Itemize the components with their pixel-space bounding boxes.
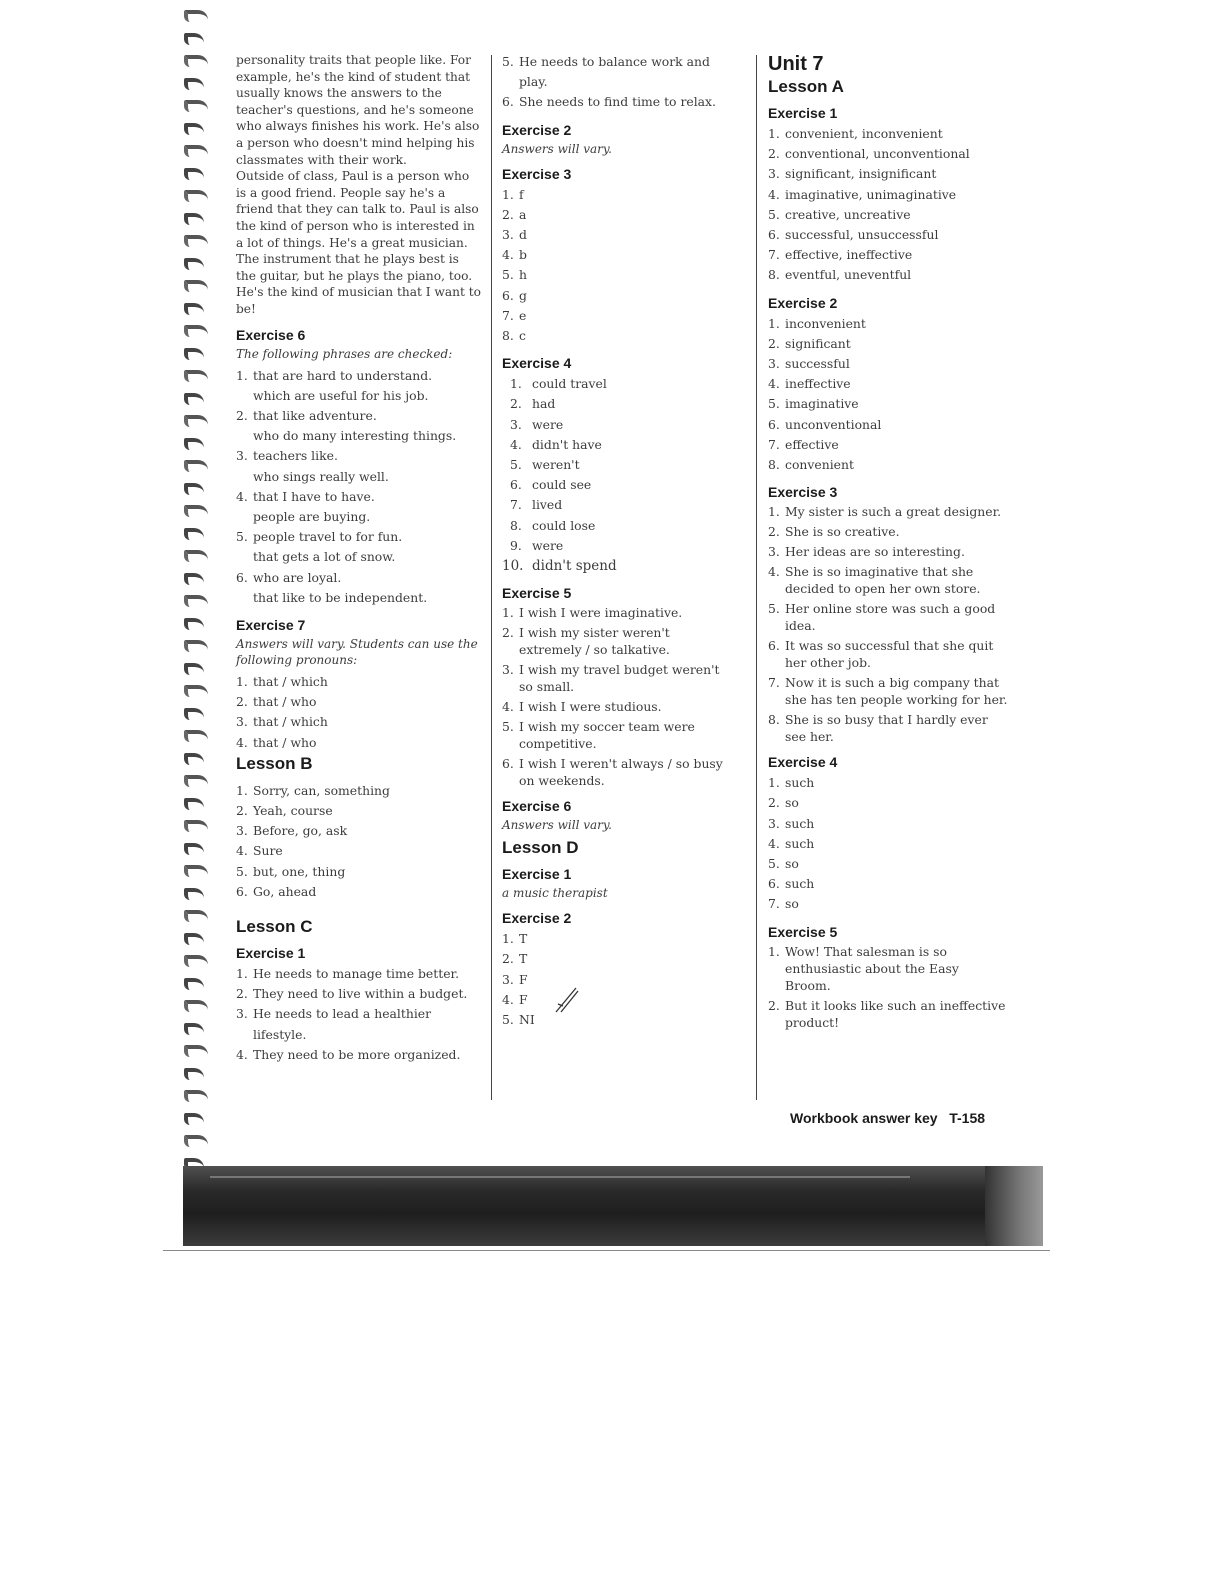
lesson-b-list: [236, 781, 482, 902]
column-divider-left: [491, 55, 492, 1100]
list-item: 7. effective, ineffective: [768, 247, 913, 263]
list-item: 7. Now it is such a big company that she has ten people working for her.: [768, 675, 1008, 708]
spiral-ring: [184, 235, 208, 247]
list-item: 5. creative, uncreative: [768, 206, 911, 222]
list-item: 3. teachers like. who sings really well.: [236, 448, 389, 484]
list-item: 2. conventional, unconventional: [768, 146, 970, 162]
list-item: 6. unconventional: [768, 416, 882, 432]
spiral-ring: [184, 775, 208, 787]
list-item: 3. Before, go, ask: [236, 823, 348, 839]
intro-paragraph-2: Outside of class, Paul is a person who is a good friend. People say he's a friend that they can talk to. Paul is also the kind of person who is interested in a lot of things. He's a great musician. The instrument that he plays best is the guitar, but he plays the piano, too. He's the kind of musician that I want to be!: [236, 169, 481, 316]
list-item: 10. didn't spend: [502, 558, 617, 575]
spiral-ring: [184, 438, 204, 450]
spiral-ring: [184, 1045, 208, 1057]
list-item: 4. b: [502, 247, 527, 263]
list-item: 6. It was so successful that she quit her other job.: [768, 638, 994, 671]
list-item: 5. weren't: [510, 457, 580, 473]
unit7-exercise-2-heading: Exercise 2: [768, 294, 838, 311]
spiral-ring: [184, 370, 208, 382]
list-item: 3. F: [502, 971, 528, 987]
exercise-7-note: Answers will vary. Students can use the following pronouns:: [236, 636, 478, 667]
spiral-ring: [184, 1023, 204, 1035]
spiral-ring: [184, 100, 208, 112]
list-item: 1. inconvenient: [768, 315, 866, 331]
list-item: 8. eventful, uneventful: [768, 267, 912, 283]
spiral-ring: [184, 505, 208, 517]
list-item: 4. I wish I were studious.: [502, 699, 662, 715]
spiral-ring: [184, 415, 208, 427]
list-item: 2. that like adventure. who do many interesting things.: [236, 407, 457, 444]
list-item: 1. My sister is such a great designer.: [768, 504, 1002, 520]
list-item: 3. Her ideas are so interesting.: [768, 544, 965, 560]
spiral-ring: [184, 78, 204, 90]
list-item: 8. c: [502, 328, 526, 344]
scan-shadow-edge: [985, 1166, 1043, 1246]
list-item: 5. h: [502, 267, 527, 283]
exercise-5-list: [502, 604, 734, 789]
lesson-d-exercise-1-note: a music therapist: [502, 886, 608, 901]
lesson-c-exercise-1-heading: Exercise 1: [236, 944, 306, 961]
spiral-ring: [184, 1000, 208, 1012]
list-item: 6. Go, ahead: [236, 883, 317, 899]
spiral-ring: [184, 190, 208, 202]
spiral-ring: [184, 550, 208, 562]
unit7-exercise-1-heading: Exercise 1: [768, 105, 838, 121]
lesson-c-exercise-1-list: [236, 964, 482, 1065]
unit7-exercise-5-list: [768, 943, 1008, 1031]
spiral-ring: [184, 325, 208, 337]
exercise-6-note: The following phrases are checked:: [236, 346, 453, 361]
list-item: 1. I wish I were imaginative.: [502, 605, 683, 621]
list-item: 5. people travel to for fun. that gets a lot of snow.: [236, 529, 403, 565]
unit-heading: Unit 7: [768, 53, 824, 75]
spiral-ring: [184, 10, 208, 22]
spiral-ring: [184, 393, 204, 405]
exercise-6-heading: Exercise 6: [236, 326, 306, 343]
list-item: 6. I wish I weren't always / so busy on weekends.: [502, 756, 723, 789]
list-item: 2. I wish my sister weren't extremely / so talkative.: [502, 625, 670, 658]
spiral-ring: [184, 1135, 208, 1147]
exercise-7-list: [236, 672, 482, 753]
list-item: 1. He needs to manage time better.: [236, 965, 460, 981]
list-item: 2. T: [502, 951, 528, 967]
unit7-exercise-2-list: [768, 314, 1008, 476]
list-item: 7. so: [768, 896, 799, 912]
list-item: 7. e: [502, 307, 527, 323]
unit7-exercise-3-heading: Exercise 3: [768, 484, 838, 501]
spiral-ring: [184, 528, 204, 540]
lesson-c-heading: Lesson C: [236, 916, 313, 936]
exercise-3-list: [502, 185, 734, 347]
exercise-6-note-col2: Answers will vary.: [502, 818, 612, 833]
spiral-ring: [184, 910, 208, 922]
list-item: 1. such: [768, 775, 815, 791]
list-item: 2. Yeah, course: [236, 802, 333, 818]
spiral-ring: [184, 663, 204, 675]
list-item: 4. that / who: [236, 734, 317, 750]
exercise-6-list: [236, 366, 482, 608]
spiral-ring: [184, 933, 204, 945]
list-item: 1. Wow! That salesman is so enthusiastic about the Easy Broom.: [768, 943, 959, 993]
column-2: [502, 52, 734, 1030]
list-item: 1. that / which: [236, 673, 328, 689]
page-footer: Workbook answer key T-158: [790, 1110, 986, 1126]
list-item: 1. T: [502, 931, 528, 947]
list-item: 4. Sure: [236, 843, 283, 859]
spiral-ring: [184, 618, 204, 630]
list-item: 2. She is so creative.: [768, 524, 900, 540]
list-item: 4. ineffective: [768, 376, 851, 392]
spiral-ring: [184, 595, 208, 607]
spiral-ring: [184, 145, 208, 157]
spiral-ring: [184, 55, 208, 67]
lesson-d-exercise-2-heading: Exercise 2: [502, 910, 572, 927]
spiral-ring: [184, 955, 208, 967]
lesson-a-heading: Lesson A: [768, 77, 844, 96]
list-item: 2. They need to live within a budget.: [236, 986, 468, 1002]
spiral-ring: [184, 213, 204, 225]
list-item: 2. so: [768, 795, 799, 811]
intro-paragraph: personality traits that people like. For example, he's the kind of student that usually knows the answers to the teacher's questions, and he's someone who always finishes his work. He's also a person who doesn't mind helping his classmates with their work.: [236, 53, 480, 167]
list-item: 1. Sorry, can, something: [236, 782, 390, 798]
unit7-exercise-4-heading: Exercise 4: [768, 754, 838, 771]
spiral-ring: [184, 753, 204, 765]
list-item: 2. significant: [768, 335, 851, 351]
spiral-ring: [184, 978, 204, 990]
list-item: 2. a: [502, 206, 527, 222]
list-item: 3. that / which: [236, 714, 328, 730]
list-item: 3. I wish my travel budget weren't so small.: [502, 662, 720, 695]
lesson-d-exercise-2-list: [502, 929, 734, 1030]
list-item: 8. She is so busy that I hardly ever see her.: [768, 712, 988, 745]
list-item: 5. imaginative: [768, 396, 859, 412]
column-1: [236, 52, 482, 1065]
list-item: 5. He needs to balance work and play.: [502, 54, 710, 90]
unit7-exercise-3-list: [768, 503, 1008, 745]
exercise-2-heading: Exercise 2: [502, 121, 572, 138]
spiral-ring: [184, 865, 208, 877]
list-item: 6. such: [768, 876, 815, 892]
unit7-exercise-4-list: [768, 773, 1008, 914]
spiral-ring: [184, 258, 204, 270]
lesson-c-exercise-1-list-continued: [502, 52, 734, 113]
spiral-ring: [184, 483, 204, 495]
list-item: 4. such: [768, 835, 815, 851]
lesson-d-heading: Lesson D: [502, 838, 579, 858]
exercise-3-heading: Exercise 3: [502, 165, 572, 182]
list-item: 1. f: [502, 186, 524, 202]
scan-shadow-line: [210, 1176, 910, 1178]
list-item: 4. that I have to have. people are buying.: [236, 488, 375, 524]
list-item: 3. were: [510, 416, 564, 432]
list-item: 9. were: [510, 537, 564, 553]
list-item: 2. that / who: [236, 694, 317, 710]
unit7-exercise-1-list: [768, 124, 1008, 286]
spiral-ring: [184, 708, 204, 720]
spiral-ring: [184, 640, 208, 652]
list-item: 7. effective: [768, 436, 839, 452]
list-item: 4. They need to be more organized.: [236, 1046, 461, 1062]
spiral-ring: [184, 280, 208, 292]
list-item: 5. I wish my soccer team were competitive.: [502, 719, 695, 752]
list-item: 3. d: [502, 227, 527, 243]
list-item: 1. that are hard to understand. which are useful for his job.: [236, 367, 433, 403]
list-item: 3. He needs to lead a healthier lifestyle.: [236, 1006, 432, 1042]
spiral-ring: [184, 573, 204, 585]
list-item: 2. had: [510, 396, 556, 412]
spiral-ring: [184, 798, 204, 810]
list-item: 8. could lose: [510, 517, 596, 533]
list-item: 6. g: [502, 287, 527, 303]
list-item: 2. But it looks like such an ineffective product!: [768, 997, 1006, 1030]
list-item: 4. didn't have: [510, 436, 602, 452]
list-item: 6. successful, unsuccessful: [768, 227, 939, 243]
list-item: 4. She is so imaginative that she decided to open her own store.: [768, 564, 981, 597]
exercise-4-list: [502, 374, 734, 576]
list-item: 3. successful: [768, 356, 850, 372]
spiral-ring: [184, 843, 204, 855]
list-item: 3. such: [768, 815, 815, 831]
scan-shadow-band: [183, 1166, 1043, 1246]
list-item: 6. She needs to find time to relax.: [502, 94, 716, 110]
spiral-ring: [184, 460, 208, 472]
spiral-ring: [184, 303, 204, 315]
list-item: 1. convenient, inconvenient: [768, 126, 943, 141]
unit7-exercise-5-heading: Exercise 5: [768, 923, 838, 940]
list-item: 5. but, one, thing: [236, 863, 346, 879]
exercise-4-heading: Exercise 4: [502, 355, 572, 372]
list-item: 3. significant, insignificant: [768, 166, 937, 182]
exercise-7-heading: Exercise 7: [236, 616, 306, 633]
spiral-ring: [184, 123, 204, 135]
spiral-binding: [180, 10, 216, 1170]
spiral-ring: [184, 348, 204, 360]
spiral-ring: [184, 1090, 208, 1102]
list-item: 4. imaginative, unimaginative: [768, 186, 957, 202]
list-item: 7. lived: [510, 497, 563, 513]
spiral-ring: [184, 33, 204, 45]
spiral-ring: [184, 1068, 204, 1080]
lesson-b-heading: Lesson B: [236, 753, 313, 773]
spiral-ring: [184, 1113, 204, 1125]
list-item: 1. could travel: [510, 376, 607, 392]
spiral-ring: [184, 685, 208, 697]
list-item: 6. could see: [510, 477, 592, 493]
list-item: 5. Her online store was such a good idea.: [768, 601, 996, 634]
spiral-ring: [184, 820, 208, 832]
column-3: [768, 52, 1008, 1034]
spiral-ring: [184, 888, 204, 900]
spiral-ring: [184, 168, 204, 180]
exercise-6-heading-col2: Exercise 6: [502, 798, 572, 815]
spiral-ring: [184, 730, 208, 742]
exercise-5-heading: Exercise 5: [502, 585, 572, 602]
list-item: 5. NI: [502, 1012, 535, 1028]
list-item: 5. so: [768, 856, 799, 872]
handwritten-tick-mark: [552, 986, 582, 1014]
page-bottom-edge: [163, 1250, 1050, 1251]
list-item: 4. F: [502, 991, 528, 1007]
lesson-d-exercise-1-heading: Exercise 1: [502, 866, 572, 883]
list-item: 6. who are loyal. that like to be independent.: [236, 569, 428, 605]
list-item: 8. convenient: [768, 457, 854, 473]
column-divider-right: [756, 55, 757, 1100]
exercise-2-note: Answers will vary.: [502, 141, 612, 156]
